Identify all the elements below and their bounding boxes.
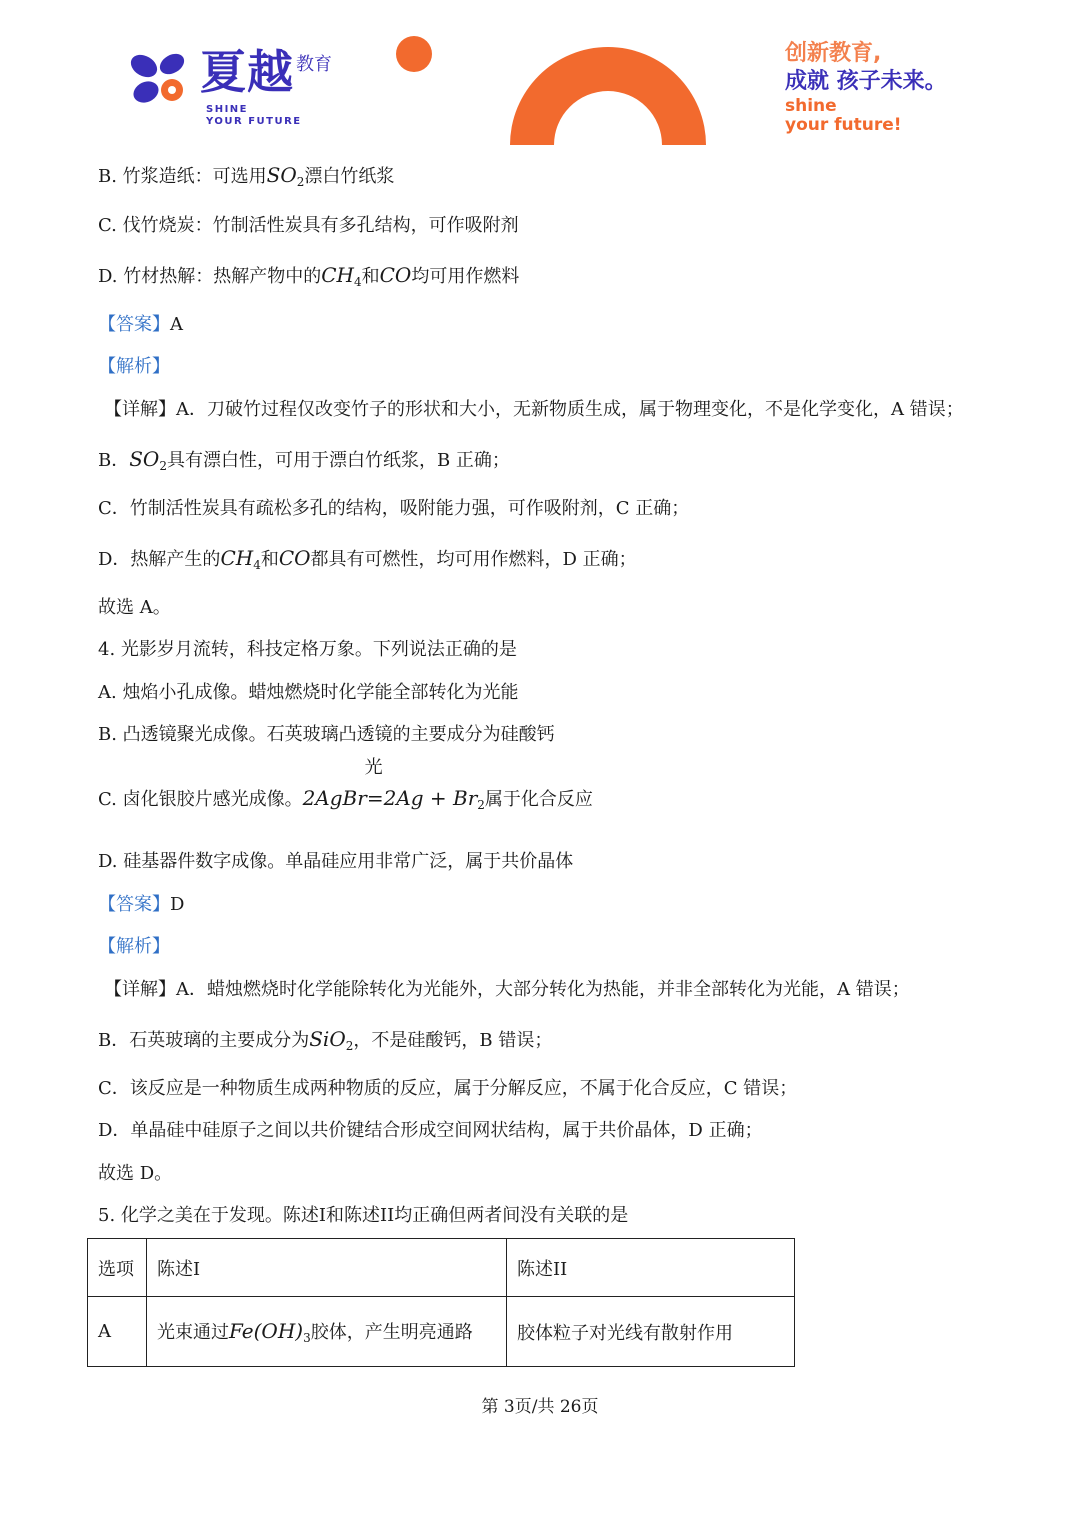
q4-option-d: D. 硅基器件数字成像。单晶硅应用非常广泛，属于共价晶体 bbox=[98, 851, 574, 872]
q4-stem: 4. 光影岁月流转，科技定格万象。下列说法正确的是 bbox=[98, 639, 517, 660]
q3-detail-c: C．竹制活性炭具有疏松多孔的结构，吸附能力强，可作吸附剂，C 正确； bbox=[98, 498, 690, 519]
answer-value: D bbox=[170, 894, 185, 915]
q4-analysis-label: 【解析】 bbox=[98, 936, 170, 957]
slogan bbox=[785, 40, 947, 135]
table-header-statement-1: 陈述I bbox=[147, 1239, 507, 1297]
q4-detail-a: 【详解】A．蜡烛燃烧时化学能除转化为光能外，大部分转化为热能，并非全部转化为光能，A 错误； bbox=[104, 979, 910, 1000]
logo-edu: 教育 bbox=[296, 54, 332, 75]
table-header-statement-2: 陈述II bbox=[507, 1239, 795, 1297]
q3-option-d: D. 竹材热解：热解产物中的$CH_4$和CO均可用作燃料 bbox=[98, 263, 520, 289]
q3-analysis-label: 【解析】 bbox=[98, 356, 170, 377]
q3-detail-b: B．$SO_2$具有漂白性，可用于漂白竹纸浆，B 正确； bbox=[98, 447, 510, 473]
table-header-option: 选项 bbox=[88, 1239, 147, 1297]
photolysis-equation: 2AgBr= 光 $2Ag + Br_2$ bbox=[302, 757, 485, 812]
logo-name: 夏越 bbox=[200, 45, 294, 99]
page-footer: 第 3页/共 26页 bbox=[481, 1397, 599, 1417]
q3-answer bbox=[98, 312, 183, 338]
q4-detail-c: C．该反应是一种物质生成两种物质的反应，属于分解反应，不属于化合反应，C 错误； bbox=[98, 1078, 798, 1099]
row-option: A bbox=[88, 1297, 147, 1367]
q4-option-c: C. 卤化银胶片感光成像。2AgBr= 光 $2Ag + Br_2$属于化合反应 bbox=[98, 785, 593, 818]
row-statement-2: 胶体粒子对光线有散射作用 bbox=[507, 1297, 795, 1367]
q4-conclusion: 故选 D。 bbox=[98, 1163, 173, 1184]
q5-stem: 5. 化学之美在于发现。陈述I和陈述II均正确但两者间没有关联的是 bbox=[98, 1205, 629, 1226]
answer-label: 【答案】 bbox=[98, 314, 170, 335]
logo-subtitle-1: SHINE bbox=[206, 104, 248, 115]
slogan-line-1: 创新教育, bbox=[785, 41, 882, 66]
q3-option-b: B. 竹浆造纸：可选用$SO_2$漂白竹纸浆 bbox=[98, 163, 395, 189]
logo-subtitle-2: YOUR FUTURE bbox=[206, 116, 302, 127]
row-statement-1: 光束通过$Fe(OH)_3$胶体，产生明亮通路 bbox=[147, 1297, 507, 1367]
q3-conclusion: 故选 A。 bbox=[98, 597, 171, 618]
slogan-line-4: your future! bbox=[785, 115, 902, 135]
ch4-formula: $CH_4$ bbox=[321, 263, 362, 289]
ch4-formula: $CH_4$ bbox=[220, 546, 261, 572]
co-formula: CO bbox=[379, 263, 412, 287]
q3-detail-d: D．热解产生的$CH_4$和CO都具有可燃性，均可用作燃料，D 正确； bbox=[98, 546, 637, 572]
detail-label: 【详解】 bbox=[104, 399, 176, 420]
answer-value: A bbox=[170, 314, 183, 335]
sun-arch-decoration-icon bbox=[390, 30, 720, 160]
answer-label: 【答案】 bbox=[98, 894, 170, 915]
slogan-line-3: shine bbox=[785, 96, 837, 116]
detail-label: 【详解】 bbox=[104, 979, 176, 1000]
so2-formula: $SO_2$ bbox=[266, 163, 305, 189]
q5-table bbox=[87, 1238, 795, 1367]
page-header bbox=[0, 0, 1080, 160]
q3-detail-a: 【详解】A．刀破竹过程仅改变竹子的形状和大小，无新物质生成，属于物理变化，不是化学变化，A 错误； bbox=[104, 399, 964, 420]
so2-formula: $SO_2$ bbox=[129, 447, 167, 473]
feoh3-formula: $Fe(OH)_3$ bbox=[229, 1319, 311, 1345]
q4-option-a: A. 烛焰小孔成像。蜡烛燃烧时化学能全部转化为光能 bbox=[98, 682, 519, 703]
q4-detail-b: B．石英玻璃的主要成分为SiO$_2$，不是硅酸钙，B 错误； bbox=[98, 1027, 553, 1053]
table-row bbox=[88, 1297, 795, 1367]
sio2-formula: SiO$_2$ bbox=[309, 1027, 354, 1053]
q4-detail-d: D．单晶硅中硅原子之间以共价键结合形成空间网状结构，属于共价晶体，D 正确； bbox=[98, 1120, 763, 1141]
q3-option-c: C. 伐竹烧炭：竹制活性炭具有多孔结构，可作吸附剂 bbox=[98, 215, 519, 236]
light-condition: 光 bbox=[364, 757, 383, 778]
flower-logo-icon bbox=[128, 50, 190, 106]
slogan-line-2: 成就 孩子未来。 bbox=[785, 69, 947, 94]
table-header-row bbox=[88, 1239, 795, 1297]
co-formula: CO bbox=[278, 546, 311, 570]
q4-answer bbox=[98, 892, 184, 918]
q4-option-b: B. 凸透镜聚光成像。石英玻璃凸透镜的主要成分为硅酸钙 bbox=[98, 724, 555, 745]
